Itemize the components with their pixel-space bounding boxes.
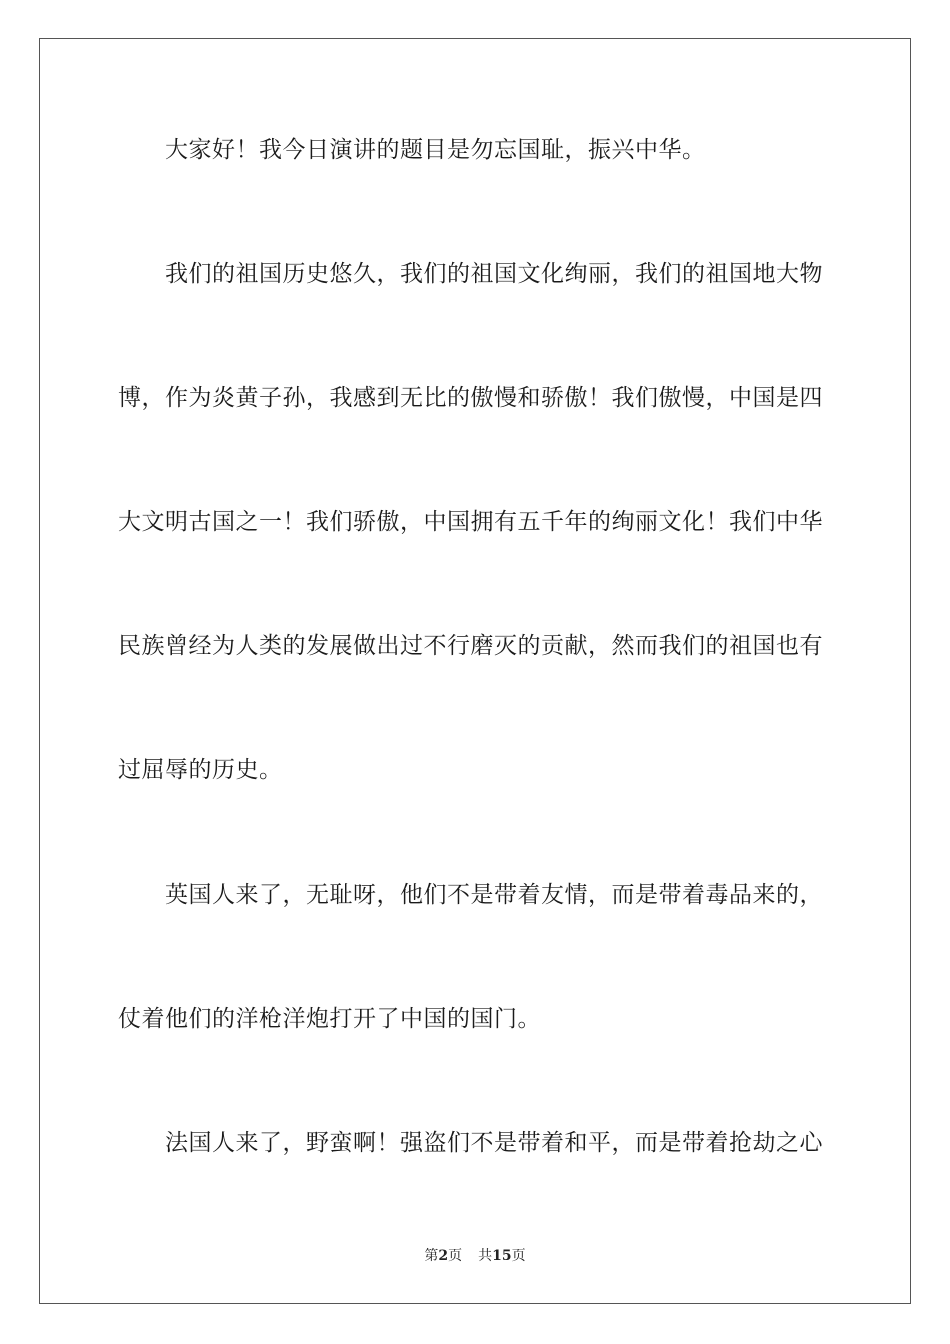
paragraph-line: 大家好！我今日演讲的题目是勿忘国耻，振兴中华。 (165, 137, 706, 163)
paragraph-line: 英国人来了，无耻呀，他们不是带着友情，而是带着毒品来的， (165, 882, 823, 908)
paragraph-line: 仗着他们的洋枪洋炮打开了中国的国门。 (118, 1006, 541, 1032)
page-label-unit: 页 (448, 1248, 463, 1264)
paragraph-line: 过屈辱的历史。 (118, 757, 283, 783)
page-border (39, 38, 911, 1304)
paragraph-line: 博，作为炎黄子孙，我感到无比的傲慢和骄傲！我们傲慢，中国是四 (118, 385, 823, 411)
current-page-number: 2 (438, 1248, 449, 1264)
paragraph-line: 法国人来了，野蛮啊！强盗们不是带着和平，而是带着抢劫之心 (165, 1130, 823, 1156)
page-label-prefix: 第 (424, 1248, 439, 1264)
paragraph-line: 大文明古国之一！我们骄傲，中国拥有五千年的绚丽文化！我们中华 (118, 509, 823, 535)
paragraph-line: 我们的祖国历史悠久，我们的祖国文化绚丽，我们的祖国地大物 (165, 261, 823, 287)
total-page-count: 15 (492, 1248, 512, 1264)
total-label-prefix: 共 (478, 1248, 493, 1264)
page-footer (0, 1246, 950, 1266)
paragraph-line: 民族曾经为人类的发展做出过不行磨灭的贡献，然而我们的祖国也有 (118, 633, 823, 659)
total-label-unit: 页 (511, 1248, 526, 1264)
